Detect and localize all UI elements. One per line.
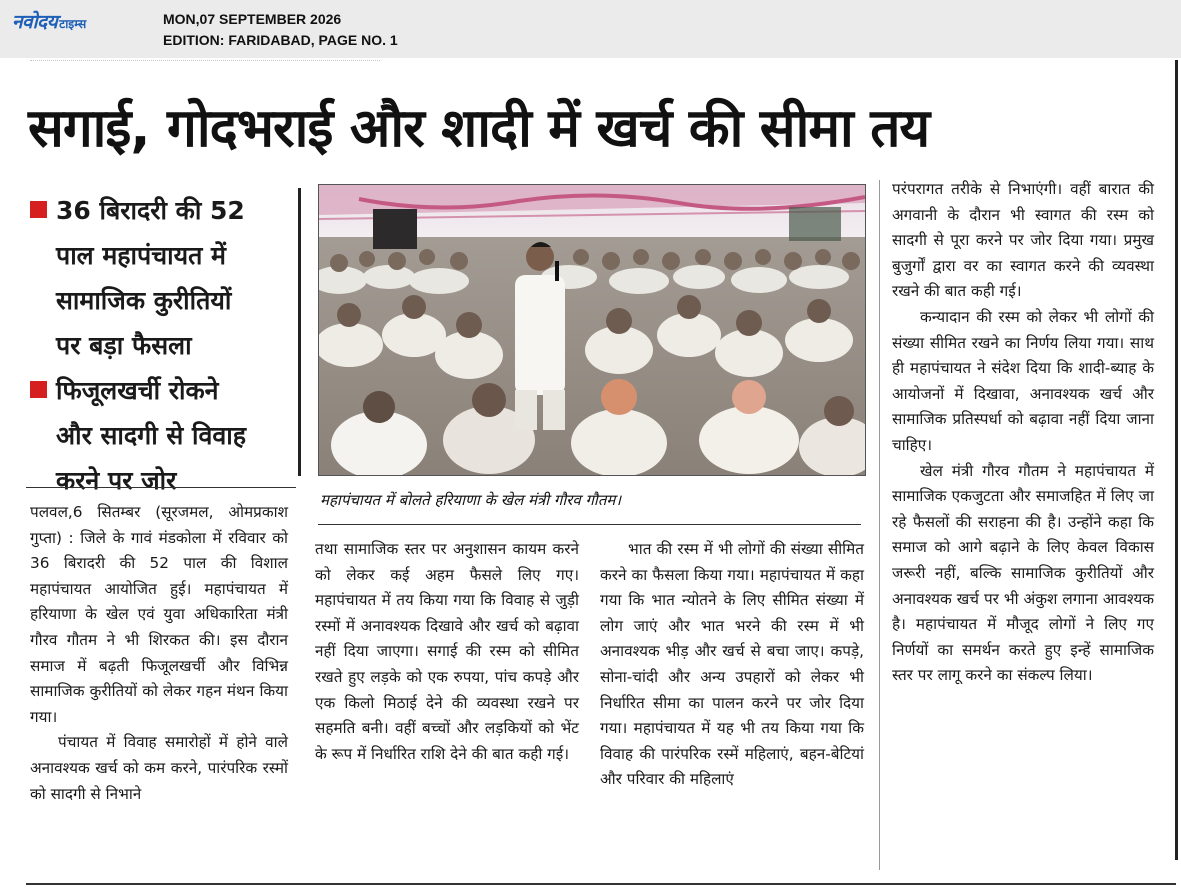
- deck-divider: [26, 487, 296, 488]
- paragraph: खेल मंत्री गौरव गौतम ने महापंचायत में सामाजिक एकजुटता और समाजहित में लिए जा रहे फैसलों की सराहना की है। उन्होंने कहा कि समाज को आगे बढ़ाने के लिए केवल विकास जरूरी नहीं, बल्कि सामाजिक कुरीतियों और अनावश्यक खर्च पर भी अंकुश लगाना आवश्यक है। महापंचायत में मौजूद लोगों ने लिए गए निर्णयों का समर्थन करते हुए इन्हें सामाजिक स्तर पर लागू करने का संकल्प लिया।: [892, 461, 1154, 685]
- deck-line: पर बड़ा फैसला: [56, 331, 192, 360]
- publication-date: MON,07 SEPTEMBER 2026: [163, 11, 342, 27]
- deck-line: और सादगी से विवाह: [56, 421, 247, 450]
- article-column-1: [30, 500, 288, 807]
- deck-point-1: [30, 188, 298, 368]
- deck-line: 36 बिरादरी की 52: [56, 196, 245, 225]
- paragraph: पंचायत में विवाह समारोहों में होने वाले अनावश्यक खर्च को कम करने, पारंपरिक रस्मों को सादगी से निभाने: [30, 733, 288, 803]
- scan-artifact: [30, 60, 380, 65]
- red-bullet-icon: [30, 201, 47, 218]
- paragraph: भात की रस्म में भी लोगों की संख्या सीमित करने का फैसला किया गया। महापंचायत में कहा गया कि भात न्योतने के लिए सीमित संख्या में लोग जाएं और भात भरने की रस्म में भी अनावश्यक भीड़ और खर्च से बचा जाए। कपड़े, सोना-चांदी और अन्य उपहारों को लेकर भी निर्धारित सीमा का पालन करने पर जोर दिया गया। महापंचायत में यह भी तय किया गया कि विवाह की पारंपरिक रस्में महिलाएं, बहन-बेटियां और परिवार की महिलाएं: [600, 540, 864, 789]
- deck-point-2: [30, 368, 298, 503]
- photo-caption: महापंचायत में बोलते हरियाणा के खेल मंत्री गौरव गौतम।: [320, 491, 622, 509]
- edition-info: [163, 9, 398, 51]
- article-column-2: [315, 537, 579, 767]
- deck-line: सामाजिक कुरीतियों: [56, 286, 232, 315]
- page-bottom-rule: [26, 883, 1176, 885]
- page-edge: [1175, 60, 1178, 860]
- edition-page: EDITION: FARIDABAD, PAGE NO. 1: [163, 32, 398, 48]
- article-column-4: [892, 177, 1154, 689]
- article-photo: [318, 184, 866, 476]
- deck-line: फिजूलखर्ची रोकने: [56, 376, 219, 405]
- article-headline: सगाई, गोदभराई और शादी में खर्च की सीमा तय: [28, 98, 930, 159]
- logo-main-text: नवोदय: [12, 11, 58, 33]
- newspaper-logo: [12, 8, 86, 34]
- masthead-bar: [0, 0, 1181, 58]
- crowd-photo-illustration: [319, 185, 865, 475]
- article-column-3: [600, 537, 864, 793]
- column-divider: [879, 180, 880, 870]
- paragraph: तथा सामाजिक स्तर पर अनुशासन कायम करने को लेकर कई अहम फैसले लिए गए। महापंचायत में तय किया गया कि विवाह से जुड़ी रस्मों में अनावश्यक दिखावे और खर्च को बढ़ावा नहीं दिया जाएगा। सगाई की रस्म को सीमित रखते हुए लड़के को एक रुपया, पांच कपड़े और एक किलो मिठाई देने की व्यवस्था रखने पर सहमति बनी। वहीं बच्चों और लड़कियों को भेंट के रूप में निर्धारित राशि देने की बात कही गई।: [315, 540, 579, 763]
- deck-line: करने पर जोर: [56, 466, 177, 495]
- deck-line: पाल महापंचायत में: [56, 241, 226, 270]
- paragraph: कन्यादान की रस्म को लेकर भी लोगों की संख्या सीमित रखने का निर्णय लिया गया। साथ ही महापंचायत ने संदेश दिया कि शादी-ब्याह के आयोजनों में दिखावा, अनावश्यक खर्च और सामाजिक प्रतिस्पर्धा को बढ़ावा नहीं दिया जाना चाहिए।: [892, 307, 1154, 454]
- paragraph: परंपरागत तरीके से निभाएंगी। वहीं बारात की अगवानी के दौरान भी स्वागत की रस्म को सादगी से पूरा करने पर जोर दिया गया। प्रमुख बुजुर्गों द्वारा वर का स्वागत करने की व्यवस्था रखने की बात कही गई।: [892, 180, 1154, 301]
- paragraph: पलवल,6 सितम्बर (सूरजमल, ओमप्रकाश गुप्ता) : जिले के गावं मंडकोला में रविवार को 36 बिरादरी की 52 पाल की विशाल महापंचायत आयोजित हुई। महापंचायत में हरियाणा के खेल एवं युवा अधिकारिता मंत्री गौरव गौतम ने भी शिरकत की। इस दौरान समाज में बढ़ती फिजूलखर्ची और विभिन्न सामाजिक कुरीतियों को लेकर गहन मंथन किया गया।: [30, 503, 288, 726]
- logo-sub-text: टाइम्स: [59, 17, 87, 31]
- caption-divider: [318, 524, 861, 525]
- article-deck: [30, 188, 301, 495]
- red-bullet-icon: [30, 381, 47, 398]
